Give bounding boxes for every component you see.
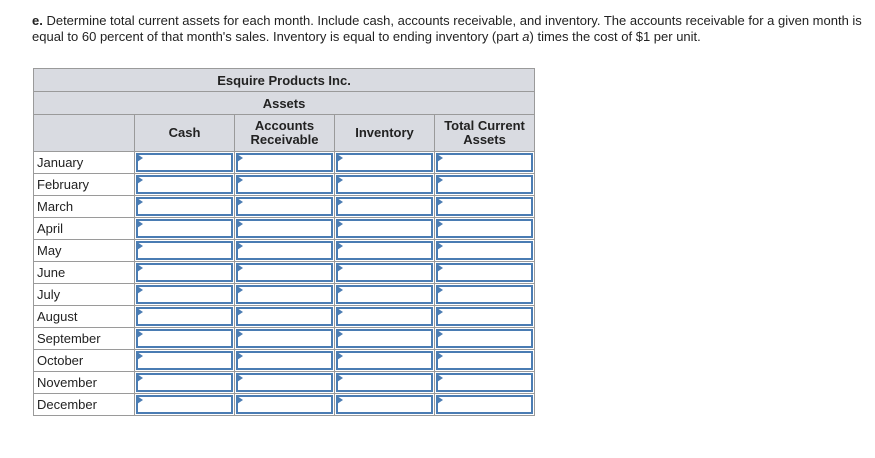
table-row [34, 262, 535, 284]
dropdown-marker-icon[interactable] [437, 330, 443, 338]
total-current-assets-input[interactable] [436, 329, 533, 348]
cash-input[interactable] [136, 395, 233, 414]
accounts-receivable-input[interactable] [236, 351, 333, 370]
inventory-input-cell[interactable] [335, 394, 435, 416]
table-body [34, 152, 535, 416]
table-row [34, 284, 535, 306]
accounts-receivable-input[interactable] [236, 285, 333, 304]
table-row [34, 174, 535, 196]
month-column-header [34, 115, 135, 152]
table-row [34, 306, 535, 328]
dropdown-marker-icon[interactable] [237, 286, 243, 294]
cash-input-cell[interactable] [135, 284, 235, 306]
month-label: September [34, 328, 135, 350]
cash-input-cell[interactable] [135, 350, 235, 372]
accounts-receivable-input[interactable] [236, 329, 333, 348]
inventory-input-cell[interactable] [335, 306, 435, 328]
dropdown-marker-icon[interactable] [137, 220, 143, 228]
dropdown-marker-icon[interactable] [337, 242, 343, 250]
dropdown-marker-icon[interactable] [437, 154, 443, 162]
table-row [34, 240, 535, 262]
dropdown-marker-icon[interactable] [337, 308, 343, 316]
accounts-receivable-input-cell[interactable] [235, 152, 335, 174]
column-header-total-current-assets: Total Current Assets [435, 115, 535, 152]
column-header-inventory: Inventory [335, 115, 435, 152]
accounts-receivable-input[interactable] [236, 395, 333, 414]
dropdown-marker-icon[interactable] [337, 396, 343, 404]
inventory-input-cell[interactable] [335, 328, 435, 350]
accounts-receivable-input[interactable] [236, 175, 333, 194]
cash-input[interactable] [136, 197, 233, 216]
cash-input[interactable] [136, 351, 233, 370]
total-current-assets-input[interactable] [436, 197, 533, 216]
inventory-input-cell[interactable] [335, 152, 435, 174]
accounts-receivable-input-cell[interactable] [235, 262, 335, 284]
dropdown-marker-icon[interactable] [137, 242, 143, 250]
total-current-assets-input-cell[interactable] [435, 174, 535, 196]
accounts-receivable-input-cell[interactable] [235, 218, 335, 240]
cash-input[interactable] [136, 285, 233, 304]
total-current-assets-input[interactable] [436, 373, 533, 392]
total-current-assets-input[interactable] [436, 307, 533, 326]
cash-input-cell[interactable] [135, 394, 235, 416]
dropdown-marker-icon[interactable] [337, 330, 343, 338]
accounts-receivable-input-cell[interactable] [235, 306, 335, 328]
accounts-receivable-input[interactable] [236, 153, 333, 172]
cash-input[interactable] [136, 263, 233, 282]
dropdown-marker-icon[interactable] [237, 176, 243, 184]
month-label: July [34, 284, 135, 306]
dropdown-marker-icon[interactable] [337, 154, 343, 162]
dropdown-marker-icon[interactable] [137, 308, 143, 316]
inventory-input-cell[interactable] [335, 350, 435, 372]
accounts-receivable-input-cell[interactable] [235, 372, 335, 394]
cash-input-cell[interactable] [135, 262, 235, 284]
month-label: May [34, 240, 135, 262]
inventory-input-cell[interactable] [335, 284, 435, 306]
accounts-receivable-input-cell[interactable] [235, 350, 335, 372]
inventory-input[interactable] [336, 263, 433, 282]
dropdown-marker-icon[interactable] [237, 352, 243, 360]
total-current-assets-input-cell[interactable] [435, 372, 535, 394]
part-label: e. [32, 13, 43, 28]
inventory-input[interactable] [336, 153, 433, 172]
dropdown-marker-icon[interactable] [137, 374, 143, 382]
cash-input[interactable] [136, 219, 233, 238]
inventory-input[interactable] [336, 373, 433, 392]
table-row [34, 328, 535, 350]
dropdown-marker-icon[interactable] [437, 242, 443, 250]
assets-table [33, 68, 535, 416]
dropdown-marker-icon[interactable] [337, 264, 343, 272]
total-current-assets-input-cell[interactable] [435, 218, 535, 240]
instruction-italic: a [522, 29, 530, 44]
cash-input-cell[interactable] [135, 152, 235, 174]
column-header-accounts-receivable: Accounts Receivable [235, 115, 335, 152]
inventory-input[interactable] [336, 351, 433, 370]
dropdown-marker-icon[interactable] [137, 198, 143, 206]
cash-input-cell[interactable] [135, 218, 235, 240]
total-current-assets-input[interactable] [436, 351, 533, 370]
inventory-input-cell[interactable] [335, 240, 435, 262]
total-current-assets-input-cell[interactable] [435, 196, 535, 218]
assets-header: Assets [34, 92, 535, 115]
dropdown-marker-icon[interactable] [137, 352, 143, 360]
total-current-assets-input[interactable] [436, 241, 533, 260]
dropdown-marker-icon[interactable] [437, 176, 443, 184]
dropdown-marker-icon[interactable] [237, 330, 243, 338]
accounts-receivable-input[interactable] [236, 373, 333, 392]
accounts-receivable-input-cell[interactable] [235, 328, 335, 350]
month-label: April [34, 218, 135, 240]
dropdown-marker-icon[interactable] [337, 286, 343, 294]
cash-input-cell[interactable] [135, 240, 235, 262]
inventory-input[interactable] [336, 285, 433, 304]
inventory-input[interactable] [336, 241, 433, 260]
table-row [34, 196, 535, 218]
dropdown-marker-icon[interactable] [437, 308, 443, 316]
month-label: June [34, 262, 135, 284]
dropdown-marker-icon[interactable] [437, 396, 443, 404]
dropdown-marker-icon[interactable] [337, 176, 343, 184]
question-instruction [32, 13, 872, 45]
accounts-receivable-input[interactable] [236, 241, 333, 260]
instruction-text-2: ) times the cost of $1 per unit. [529, 29, 701, 44]
month-label: August [34, 306, 135, 328]
dropdown-marker-icon[interactable] [437, 198, 443, 206]
inventory-input[interactable] [336, 307, 433, 326]
dropdown-marker-icon[interactable] [237, 374, 243, 382]
table-row [34, 372, 535, 394]
table-row [34, 350, 535, 372]
total-current-assets-input[interactable] [436, 395, 533, 414]
inventory-input[interactable] [336, 175, 433, 194]
total-current-assets-input-cell[interactable] [435, 240, 535, 262]
accounts-receivable-input[interactable] [236, 307, 333, 326]
month-label: October [34, 350, 135, 372]
dropdown-marker-icon[interactable] [337, 374, 343, 382]
cash-input-cell[interactable] [135, 328, 235, 350]
accounts-receivable-input-cell[interactable] [235, 284, 335, 306]
inventory-input-cell[interactable] [335, 262, 435, 284]
month-label: December [34, 394, 135, 416]
inventory-input-cell[interactable] [335, 372, 435, 394]
cash-input-cell[interactable] [135, 306, 235, 328]
dropdown-marker-icon[interactable] [137, 264, 143, 272]
accounts-receivable-input-cell[interactable] [235, 394, 335, 416]
cash-input-cell[interactable] [135, 196, 235, 218]
total-current-assets-input[interactable] [436, 153, 533, 172]
cash-input[interactable] [136, 373, 233, 392]
dropdown-marker-icon[interactable] [237, 308, 243, 316]
table-row [34, 152, 535, 174]
total-current-assets-input-cell[interactable] [435, 284, 535, 306]
dropdown-marker-icon[interactable] [237, 198, 243, 206]
total-current-assets-input[interactable] [436, 219, 533, 238]
total-current-assets-input[interactable] [436, 263, 533, 282]
dropdown-marker-icon[interactable] [337, 352, 343, 360]
dropdown-marker-icon[interactable] [237, 264, 243, 272]
table-row [34, 218, 535, 240]
inventory-input[interactable] [336, 329, 433, 348]
table-row [34, 394, 535, 416]
month-label: November [34, 372, 135, 394]
dropdown-marker-icon[interactable] [237, 154, 243, 162]
cash-input[interactable] [136, 241, 233, 260]
month-label: February [34, 174, 135, 196]
total-current-assets-input-cell[interactable] [435, 306, 535, 328]
dropdown-marker-icon[interactable] [437, 286, 443, 294]
cash-input[interactable] [136, 175, 233, 194]
total-current-assets-input-cell[interactable] [435, 394, 535, 416]
dropdown-marker-icon[interactable] [137, 396, 143, 404]
dropdown-marker-icon[interactable] [437, 352, 443, 360]
cash-input-cell[interactable] [135, 174, 235, 196]
total-current-assets-input[interactable] [436, 175, 533, 194]
accounts-receivable-input-cell[interactable] [235, 196, 335, 218]
dropdown-marker-icon[interactable] [137, 154, 143, 162]
total-current-assets-input[interactable] [436, 285, 533, 304]
cash-input[interactable] [136, 329, 233, 348]
dropdown-marker-icon[interactable] [437, 264, 443, 272]
month-label: January [34, 152, 135, 174]
dropdown-marker-icon[interactable] [437, 374, 443, 382]
dropdown-marker-icon[interactable] [237, 242, 243, 250]
accounts-receivable-input-cell[interactable] [235, 174, 335, 196]
inventory-input[interactable] [336, 197, 433, 216]
dropdown-marker-icon[interactable] [337, 198, 343, 206]
accounts-receivable-input[interactable] [236, 219, 333, 238]
accounts-receivable-input[interactable] [236, 197, 333, 216]
company-name-header: Esquire Products Inc. [34, 69, 535, 92]
month-label: March [34, 196, 135, 218]
dropdown-marker-icon[interactable] [237, 396, 243, 404]
cash-input[interactable] [136, 153, 233, 172]
cash-input[interactable] [136, 307, 233, 326]
total-current-assets-input-cell[interactable] [435, 262, 535, 284]
inventory-input[interactable] [336, 219, 433, 238]
column-header-cash: Cash [135, 115, 235, 152]
cash-input-cell[interactable] [135, 372, 235, 394]
dropdown-marker-icon[interactable] [337, 220, 343, 228]
instruction-text-1: Determine total current assets for each month. Include cash, accounts receivable, and inventory. The accounts receivable for a given month is equal to 60 percent of that month's sales. Inventory is equal to ending inventory (part [32, 13, 862, 44]
dropdown-marker-icon[interactable] [137, 176, 143, 184]
accounts-receivable-input-cell[interactable] [235, 240, 335, 262]
inventory-input-cell[interactable] [335, 218, 435, 240]
inventory-input-cell[interactable] [335, 196, 435, 218]
total-current-assets-input-cell[interactable] [435, 350, 535, 372]
total-current-assets-input-cell[interactable] [435, 152, 535, 174]
inventory-input-cell[interactable] [335, 174, 435, 196]
total-current-assets-input-cell[interactable] [435, 328, 535, 350]
dropdown-marker-icon[interactable] [437, 220, 443, 228]
dropdown-marker-icon[interactable] [137, 330, 143, 338]
dropdown-marker-icon[interactable] [237, 220, 243, 228]
dropdown-marker-icon[interactable] [137, 286, 143, 294]
inventory-input[interactable] [336, 395, 433, 414]
accounts-receivable-input[interactable] [236, 263, 333, 282]
